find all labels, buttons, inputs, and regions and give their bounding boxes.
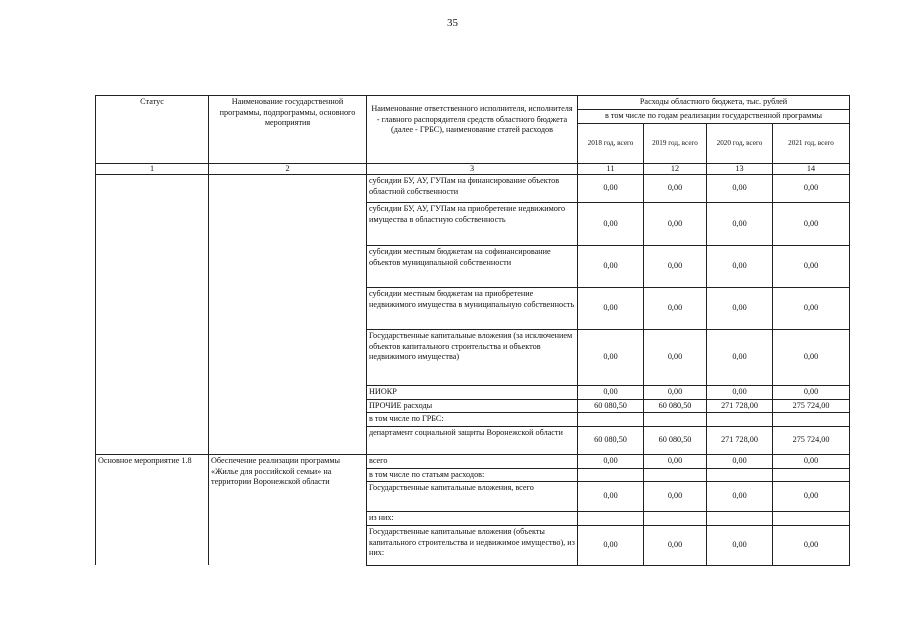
value-cell: 0,00 (578, 330, 644, 386)
value-cell: 0,00 (707, 175, 773, 203)
value-cell: 0,00 (644, 288, 707, 330)
value-cell (578, 512, 644, 526)
value-cell: 0,00 (773, 175, 850, 203)
value-cell: 0,00 (707, 288, 773, 330)
value-cell: 60 080,50 (578, 426, 644, 454)
value-cell: 0,00 (578, 288, 644, 330)
value-cell (578, 413, 644, 427)
value-cell: 0,00 (773, 386, 850, 400)
column-number: 2 (209, 164, 367, 175)
expense-item: НИОКР (367, 386, 578, 400)
expense-item: субсидии БУ, АУ, ГУПам на приобретение недвижимого имущества в областную собственность (367, 203, 578, 246)
value-cell (644, 468, 707, 482)
value-cell: 60 080,50 (644, 399, 707, 413)
value-cell (578, 468, 644, 482)
value-cell: 271 728,00 (707, 399, 773, 413)
header-status: Статус (96, 96, 209, 164)
column-number: 11 (578, 164, 644, 175)
value-cell: 0,00 (644, 386, 707, 400)
expense-item: субсидии БУ, АУ, ГУПам на финансирование объектов областной собственности (367, 175, 578, 203)
value-cell: 0,00 (644, 454, 707, 468)
value-cell (773, 512, 850, 526)
column-number: 14 (773, 164, 850, 175)
expense-item: субсидии местным бюджетам на софинансирование объектов муниципальной собственности (367, 246, 578, 288)
value-cell: 0,00 (707, 454, 773, 468)
expense-item: в том числе по ГРБС: (367, 413, 578, 427)
budget-table (95, 95, 850, 566)
value-cell: 0,00 (773, 330, 850, 386)
value-cell (707, 413, 773, 427)
value-cell: 0,00 (644, 246, 707, 288)
program-cell-empty (209, 175, 367, 455)
header-budget-title: Расходы областного бюджета, тыс. рублей (578, 96, 850, 110)
value-cell: 0,00 (707, 203, 773, 246)
value-cell (773, 413, 850, 427)
value-cell: 0,00 (707, 525, 773, 565)
value-cell: 0,00 (578, 203, 644, 246)
value-cell: 275 724,00 (773, 399, 850, 413)
expense-item: в том числе по статьям расходов: (367, 468, 578, 482)
value-cell: 0,00 (773, 454, 850, 468)
measure-name: Обеспечение реализации программы «Жилье для российской семьи» на территории Воронежской области (209, 454, 367, 565)
value-cell: 271 728,00 (707, 426, 773, 454)
header-year: 2018 год, всего (578, 124, 644, 164)
value-cell: 0,00 (578, 246, 644, 288)
value-cell: 0,00 (644, 525, 707, 565)
value-cell: 0,00 (578, 386, 644, 400)
value-cell: 0,00 (773, 482, 850, 512)
value-cell: 0,00 (578, 482, 644, 512)
value-cell: 0,00 (644, 175, 707, 203)
value-cell: 0,00 (773, 246, 850, 288)
value-cell: 275 724,00 (773, 426, 850, 454)
measure-status: Основное мероприятие 1.8 (96, 454, 209, 565)
expense-item: Государственные капитальные вложения, всего (367, 482, 578, 512)
header-row-1 (96, 96, 850, 110)
header-budget-subtitle: в том числе по годам реализации государственной программы (578, 110, 850, 124)
header-executor: Наименование ответственного исполнителя, исполнителя - главного распорядителя средств областного бюджета (далее - ГРБС), наименование статей расходов (367, 96, 578, 164)
expense-item: департамент социальной защиты Воронежской области (367, 426, 578, 454)
value-cell (707, 468, 773, 482)
column-number: 1 (96, 164, 209, 175)
value-cell: 60 080,50 (578, 399, 644, 413)
expense-item: Государственные капитальные вложения (объекты капитального строительства и недвижимое имущество), из них: (367, 525, 578, 565)
header-program-name: Наименование государственной программы, подпрограммы, основного мероприятия (209, 96, 367, 164)
status-cell-empty (96, 175, 209, 455)
value-cell: 0,00 (707, 482, 773, 512)
value-cell: 0,00 (644, 330, 707, 386)
value-cell (773, 468, 850, 482)
value-cell: 0,00 (644, 203, 707, 246)
column-number: 13 (707, 164, 773, 175)
value-cell: 0,00 (707, 386, 773, 400)
value-cell: 0,00 (578, 525, 644, 565)
value-cell: 0,00 (773, 288, 850, 330)
value-cell (707, 512, 773, 526)
value-cell: 0,00 (773, 203, 850, 246)
value-cell: 0,00 (578, 454, 644, 468)
table-row (96, 454, 850, 468)
value-cell (644, 413, 707, 427)
table-row (96, 175, 850, 203)
column-number: 3 (367, 164, 578, 175)
expense-item: ПРОЧИЕ расходы (367, 399, 578, 413)
value-cell: 60 080,50 (644, 426, 707, 454)
header-year: 2019 год, всего (644, 124, 707, 164)
value-cell: 0,00 (644, 482, 707, 512)
value-cell (644, 512, 707, 526)
expense-item: субсидии местным бюджетам на приобретение недвижимого имущества в муниципальную собственность (367, 288, 578, 330)
value-cell: 0,00 (773, 525, 850, 565)
value-cell: 0,00 (578, 175, 644, 203)
expense-item: из них: (367, 512, 578, 526)
value-cell: 0,00 (707, 246, 773, 288)
value-cell: 0,00 (707, 330, 773, 386)
column-number: 12 (644, 164, 707, 175)
header-year: 2020 год, всего (707, 124, 773, 164)
expense-item: Государственные капитальные вложения (за исключением объектов капитального строительства и объектов недвижимого имущества) (367, 330, 578, 386)
column-number-row (96, 164, 850, 175)
expense-item: всего (367, 454, 578, 468)
page-number: 35 (447, 17, 458, 29)
header-year: 2021 год, всего (773, 124, 850, 164)
